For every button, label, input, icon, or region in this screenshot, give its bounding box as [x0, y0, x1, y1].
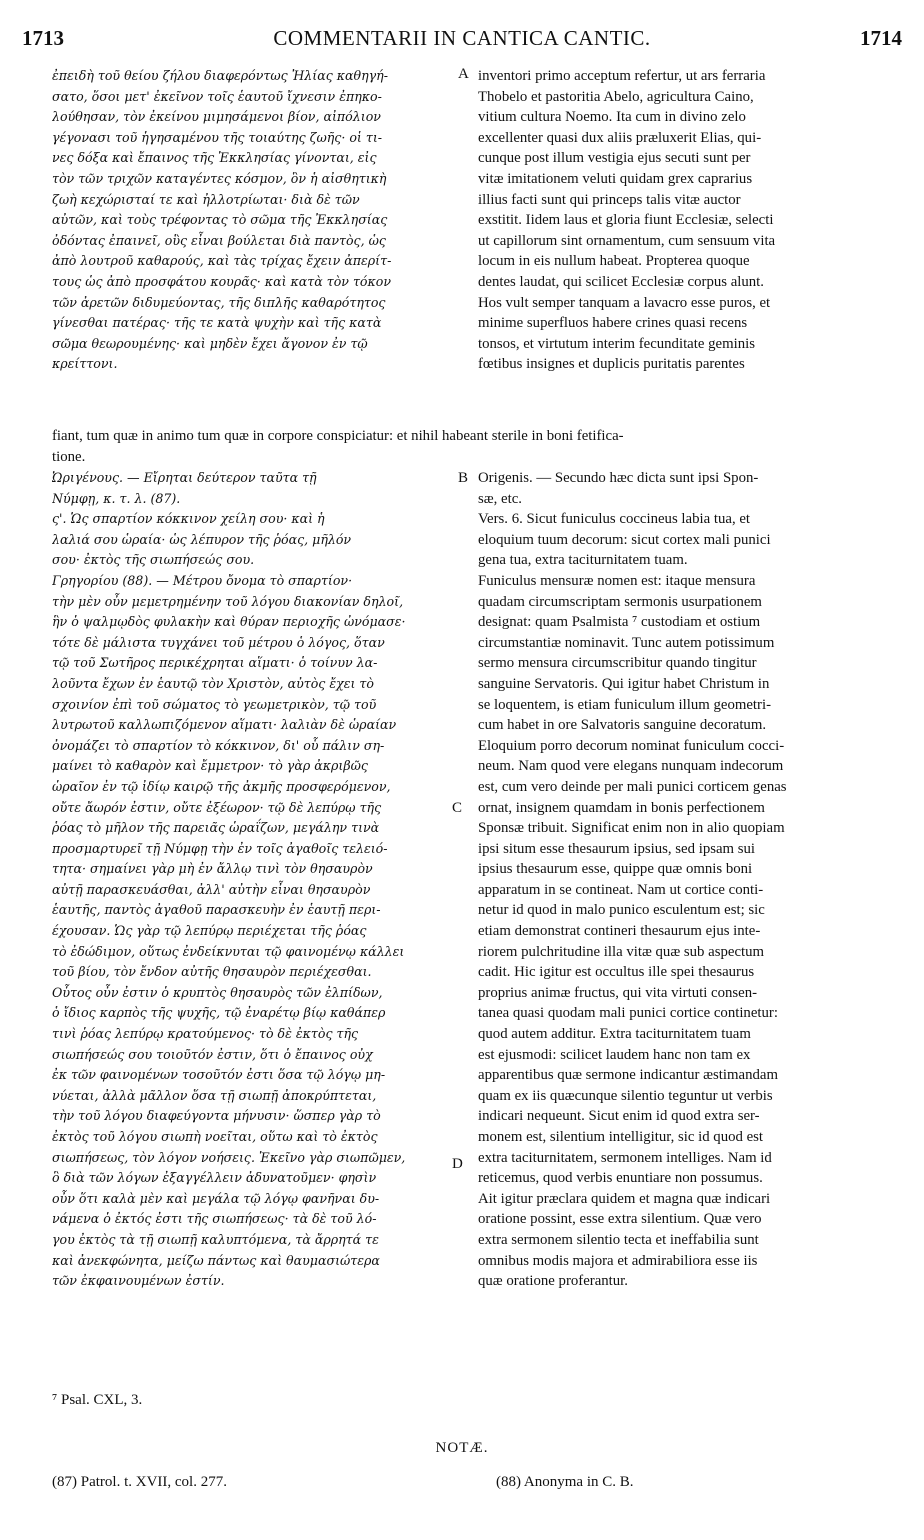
greek-line: ζωὴ κεχώρισταί τε καὶ ἠλλοτρίωται· διὰ δὲ τῶν: [52, 191, 360, 207]
latin-line: indicari nequeunt. Sicut enim id quod extra ser-: [478, 1108, 760, 1125]
latin-line: vitium cultura Noemo. Ita cum in divino zelo: [478, 109, 746, 126]
greek-line: οὖν ὅτι καλὰ μὲν καὶ μεγάλα τῷ λόγῳ φανῆναι δυ-: [52, 1190, 380, 1206]
greek-line: ἐπειδὴ τοῦ θείου ζήλου διαφερόντως Ἠλίας καθηγή-: [52, 68, 388, 83]
latin-line: Thobelo et pastoritia Abelo, agricultura Caino,: [478, 88, 754, 105]
greek-line: τὸ ἐδώδιμον, οὕτως ἐνδείκνυται τῷ φαινομένῳ κάλλει: [52, 943, 405, 959]
margin-marker-b: B: [458, 470, 469, 486]
greek-line: λούθησαν, τὸν ἐκείνου μιμησάμενοι βίον, αἰπόλιον: [52, 109, 381, 125]
greek-line: ἐκτὸς τοῦ λόγου σιωπὴ νοεῖται, οὕτω καὶ τὸ ἐκτὸς: [52, 1129, 378, 1144]
latin-line: vitæ imitationem veluti quidam grex caprarius: [478, 170, 753, 187]
greek-line: νες δόξα καὶ ἔπαινος τῆς Ἐκκλησίας γίνονται, εἰς: [52, 150, 377, 166]
latin-line: se loquentem, is etiam funiculum illum geometri-: [478, 696, 771, 713]
latin-line: apparatum in se contineat. Nam ut cortice conti-: [478, 881, 764, 898]
greek-line: μαίνει τὸ καθαρὸν καὶ ἔμμετρον· τὸ γὰρ ἀκριβῶς: [52, 758, 368, 774]
greek-column-bottom: [52, 468, 457, 1292]
greek-line: ἑαυτῆς, παντὸς ἀγαθοῦ παρασκευὴν ἐν ἑαυτῇ περι-: [52, 902, 381, 918]
left-page-number: 1713: [22, 26, 64, 50]
greek-line: τῶν ἀρετῶν διδυμεύοντας, τῆς διπλῆς καθαρότητος: [52, 294, 386, 310]
greek-line: τητα· σημαίνει γὰρ μὴ ἐν ἄλλῳ τινὶ τὸν θησαυρὸν: [52, 861, 373, 877]
latin-line: Eloquium porro decorum nominat funiculum cocci-: [478, 737, 785, 754]
latin-line: apparentibus quæ sermone indicantur æstimandam: [478, 1067, 778, 1084]
latin-line: proprius animæ fructus, qui vita virtuti consen-: [478, 984, 758, 1001]
latin-line: quam ex iis quæcunque silentio teguntur ut verbis: [478, 1087, 773, 1104]
note-87: (87) Patrol. t. XVII, col. 277.: [52, 1474, 227, 1490]
latin-line: extra sermonem silentio tecta et ineffabilia sunt: [478, 1231, 759, 1248]
greek-line: σχοινίον ἐπὶ τοῦ σώματος τὸ γεωμετρικὸν, τῷ τοῦ: [52, 696, 377, 712]
latin-line: cunque post illum vestigia ejus secuti sunt per: [478, 150, 751, 167]
greek-line: λαλιά σου ὡραία· ὡς λέπυρον τῆς ῥόας, μῆλόν: [52, 531, 352, 547]
greek-line: ὁ ἴδιος καρπὸς τῆς ψυχῆς, τῷ ἐναρέτῳ βίῳ καθάπερ: [52, 1005, 386, 1021]
latin-line: excellenter quasi dux aliis præluxerit Elias, qui-: [478, 129, 762, 146]
latin-line: est, cum vero deinde per mali punici corticem genas: [478, 778, 787, 795]
greek-line: σιωπήσεως, τὸν λόγον νοήσεις. Ἐκεῖνο γὰρ σιωπῶμεν,: [52, 1149, 406, 1165]
latin-line: tonsos, et virtutum interim fecunditate geminis: [478, 335, 755, 352]
latin-line: quæ oratione proferantur.: [478, 1273, 628, 1290]
latin-line: inventori primo acceptum refertur, ut ars ferraria: [478, 68, 766, 84]
notes-heading: NOTÆ.: [435, 1440, 489, 1456]
latin-column-top: [478, 66, 884, 375]
greek-line: Οὗτος οὖν ἐστιν ὁ κρυπτὸς θησαυρὸς τῶν ἐλπίδων,: [52, 984, 383, 1000]
greek-line: γου ἐκτὸς τὰ τῇ σιωπῇ καλυπτόμενα, τὰ ἄρρητά τε: [52, 1231, 379, 1247]
greek-line: ὀδόντας ἐπαινεῖ, οὓς εἶναι βούλεται διὰ παντὸς, ὡς: [52, 232, 386, 248]
greek-line: καὶ ἀνεκφώνητα, μείζω πάντως καὶ θαυμασιώτερα: [52, 1252, 380, 1268]
greek-line: νάμενα ὁ ἐκτός ἐστι τῆς σιωπήσεως· τὰ δὲ τοῦ λό-: [52, 1211, 377, 1227]
greek-line: ὃ διὰ τῶν λόγων ἐξαγγέλλειν ἀδυνατοῦμεν· φησὶν: [52, 1170, 377, 1186]
latin-line: tanea quasi quodam mali punici cortice continetur:: [478, 1005, 778, 1022]
greek-line: τοῦ βίου, τὸν ἔνδον αὐτῆς θησαυρὸν περιέχεσθαι.: [52, 964, 372, 980]
latin-column-bottom: [478, 468, 884, 1292]
greek-line: ὡραῖον ἐν τῷ ἰδίῳ καιρῷ τῆς ἀκμῆς προσφερόμενον,: [52, 778, 391, 794]
greek-line: τῷ τοῦ Σωτῆρος περικέχρηται αἵματι· ὁ τοίνυν λα-: [52, 655, 378, 671]
latin-line: gena tua, extra taciturnitatem tuam.: [478, 552, 688, 569]
latin-line: Origenis. — Secundo hæc dicta sunt ipsi Spon-: [478, 470, 759, 486]
greek-line: ἀπὸ λουτροῦ καθαρούς, καὶ τὰς τρίχας ἔχειν ἀπερίτ-: [52, 253, 392, 269]
greek-line: ῥόας τὸ μῆλον τῆς παρειᾶς ὡραΐζων, μεγάλην τινὰ: [52, 820, 380, 836]
latin-line: designat: quam Psalmista ⁷ custodiam et ostium: [478, 614, 761, 631]
greek-line: γέγονασι τοῦ ἡγησαμένου τῆς τοιαύτης ζωῆς· οἱ τι-: [52, 129, 383, 145]
greek-line: οὔτε ἄωρόν ἐστιν, οὔτε ἐξέωρον· τῷ δὲ λεπύρῳ τῆς: [52, 799, 382, 815]
greek-line: τους ὡς ἀπὸ προσφάτου κουρᾶς· καὶ κατὰ τὸν τόκον: [52, 273, 392, 289]
latin-line: ornat, insignem quamdam in bonis perfectionem: [478, 799, 765, 816]
greek-line: προσμαρτυρεῖ τῇ Νύμφῃ τὴν ἐν τοῖς ἀγαθοῖς τελειό-: [52, 840, 388, 856]
latin-line: cadit. Hic igitur est occultus ille spei thesaurus: [478, 964, 755, 981]
greek-line: ὀνομάζει τὸ σπαρτίον τὸ κόκκινον, δι' οὗ πάλιν ση-: [52, 737, 385, 753]
greek-line: ἐκ τῶν φαινομένων τοσοῦτόν ἐστι ὅσα τῷ λόγῳ μη-: [52, 1067, 386, 1083]
greek-line: αὐτῶν, καὶ τοὺς τρέφοντας τὸ σῶμα τῆς Ἐκκλησίας: [52, 212, 388, 228]
greek-line: κρείττονι.: [52, 356, 118, 372]
greek-line: σῶμα θεωρουμένης· καὶ μηδὲν ἔχει ἄγονον ἐν τῷ: [52, 335, 368, 351]
latin-line: fœtibus insignes et duplicis puritatis parentes: [478, 356, 745, 373]
latin-line: sæ, etc.: [478, 490, 522, 507]
running-title: COMMENTARII IN CANTICA CANTIC.: [273, 26, 651, 50]
latin-line: riorem pulchritudine illa vitæ quæ sub aspectum: [478, 943, 765, 960]
greek-line: αὐτῇ παρασκευάσθαι, ἀλλ' αὐτὴν εἶναι θησαυρὸν: [52, 881, 371, 897]
latin-line: Hos vult semper tanquam a lavacro esse puros, et: [478, 294, 771, 311]
latin-line: ipsius thesaurum esse, quippe quæ omnis boni: [478, 861, 753, 878]
margin-marker-c: C: [452, 800, 463, 816]
latin-line: monem est, silentium intelligitur, sic id quod est: [478, 1129, 764, 1145]
latin-line: sanguine Servatoris. Qui igitur habet Christum in: [478, 675, 770, 692]
latin-line: oratione possint, esse extra silentium. Quæ vero: [478, 1211, 762, 1228]
latin-line: dentes laudat, qui scilicet Ecclesiæ corpus alunt.: [478, 273, 764, 290]
greek-line: έχουσαν. Ὡς γὰρ τῷ λεπύρῳ περιέχεται τῆς ῥόας: [52, 923, 367, 939]
greek-line: τὴν τοῦ λόγου διαφεύγοντα μήνυσιν· ὥσπερ γὰρ τὸ: [52, 1108, 381, 1124]
latin-line: quod autem additur. Extra taciturnitatem tuam: [478, 1026, 751, 1043]
greek-line: Νύμφῃ, κ. τ. λ. (87).: [52, 490, 181, 506]
greek-line: Ὠριγένους. — Εἴρηται δεύτερον ταῦτα τῇ: [52, 470, 317, 485]
greek-line: νύεται, ἀλλὰ μᾶλλον ὅσα τῇ σιωπῇ ἀποκρύπτεται,: [52, 1087, 377, 1103]
margin-marker-a: A: [458, 66, 469, 82]
latin-line: extra taciturnitatem, sermonem intelliges. Nam id: [478, 1149, 772, 1166]
latin-line: netur id quod in malo punico esculentum est; sic: [478, 902, 765, 919]
latin-line: sermo mensura circumscribitur quando tingitur: [478, 655, 757, 672]
latin-line: illius facti sunt qui princeps talis vitæ auctor: [478, 191, 741, 208]
greek-line: τῶν ἐκφαινουμένων ἐστίν.: [52, 1273, 225, 1289]
latin-line: locum in eis nullum habeat. Propterea quoque: [478, 253, 750, 270]
latin-line: Ait igitur præclara quidem et magna quæ indicari: [478, 1190, 771, 1207]
note-88: (88) Anonyma in C. B.: [496, 1474, 634, 1490]
page-header: [22, 26, 902, 58]
latin-line: omnibus modis majora et admirabiliora esse iis: [478, 1252, 758, 1269]
greek-line: ς'. Ὡς σπαρτίον κόκκινον χείλη σου· καὶ ἡ: [52, 511, 325, 527]
full-width-line: [52, 426, 880, 467]
latin-line: Sponsæ tribuit. Significat enim non in alio quopiam: [478, 820, 785, 837]
greek-column-top: [52, 66, 457, 375]
right-page-number: 1714: [860, 26, 902, 50]
latin-line: exstitit. Iidem laus et gloria fiunt Ecclesiæ, selecti: [478, 212, 774, 229]
greek-line: τὴν μὲν οὖν μεμετρημένην τοῦ λόγου διακονίαν δηλοῖ,: [52, 593, 404, 609]
greek-line: σατο, ὅσοι μετ' ἐκεῖνον τοῖς ἑαυτοῦ ἴχνεσιν ἐπηκο-: [52, 88, 382, 104]
greek-line: σιωπήσεώς σου τοιοῦτόν ἐστιν, ὅτι ὁ ἔπαινος οὐχ: [52, 1046, 373, 1062]
greek-line: λυτρωτοῦ καλλωπιζόμενον αἵματι· λαλιὰν δὲ ὡραίαν: [52, 717, 397, 733]
latin-line: quadam circumscriptam sermonis usurpationem: [478, 593, 762, 610]
footnote: ⁷ Psal. CXL, 3.: [52, 1392, 143, 1408]
greek-line: τὸν τῶν τριχῶν καταγέντες κόσμον, ὃν ἡ αἰσθητικὴ: [52, 170, 387, 186]
latin-line: etiam demonstrat contineri thesaurum ejus inte-: [478, 923, 761, 940]
full-width-text-line: tione.: [52, 448, 86, 465]
margin-marker-d: D: [452, 1156, 463, 1172]
greek-line: λοῦντα ἔχων ἐν ἑαυτῷ τὸν Χριστὸν, αὐτὸς ἔχει τὸ: [52, 675, 374, 691]
latin-line: ut capillorum sint ornamentum, cum sensuum vita: [478, 232, 776, 249]
latin-line: Funiculus mensuræ nomen est: itaque mensura: [478, 572, 756, 589]
latin-line: eloquium tuum decorum: sicut cortex mali punici: [478, 531, 771, 548]
greek-line: γίνεσθαι πατέρας· τῆς τε κατὰ ψυχὴν καὶ τῆς κατὰ: [52, 315, 382, 331]
greek-line: τινὶ ῥόας λεπύρῳ κρατούμενος· τὸ δὲ ἐκτὸς τῆς: [52, 1026, 359, 1042]
latin-line: reticemus, quod verbis enuntiare non possumus.: [478, 1170, 763, 1187]
greek-line: Γρηγορίου (88). — Μέτρου ὄνομα τὸ σπαρτίον·: [52, 572, 353, 588]
greek-line: τότε δὲ μάλιστα τυγχάνει τοῦ μέτρου ὁ λόγος, ὅταν: [52, 634, 385, 650]
latin-line: est ejusmodi: scilicet laudem hanc non tam ex: [478, 1046, 751, 1063]
full-width-text-line: fiant, tum quæ in animo tum quæ in corpore conspiciatur: et nihil habeant sterile in boni fetifica-: [52, 428, 624, 444]
greek-line: ἣν ὁ ψαλμῳδὸς φυλακὴν καὶ θύραν περιοχῆς ὠνόμασε·: [52, 614, 406, 630]
latin-line: minime superfluos habere crines quasi recens: [478, 315, 748, 332]
latin-line: Vers. 6. Sicut funiculus coccineus labia tua, et: [478, 511, 751, 528]
latin-line: circumstantiæ nominavit. Tunc autem potissimum: [478, 634, 775, 651]
latin-line: neum. Nam quod vere elegans nunquam indecorum: [478, 758, 784, 775]
latin-line: cum habet in ore Salvatoris sanguine decoratum.: [478, 717, 767, 734]
greek-line: σου· ἐκτὸς τῆς σιωπήσεώς σου.: [52, 552, 255, 568]
latin-line: ipsi situm esse thesaurum ipsius, sed ipsam sui: [478, 840, 756, 857]
